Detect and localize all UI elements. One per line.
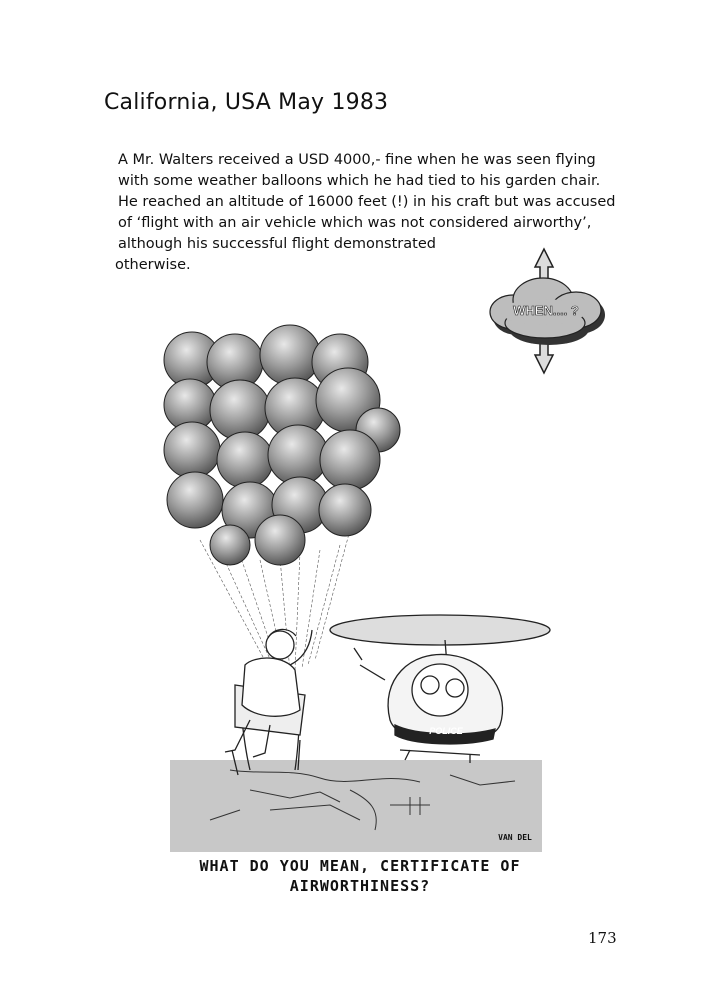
page-number: 173 <box>588 929 617 947</box>
body-line: although his successful flight demonstrated <box>118 236 436 252</box>
body-line: of ‘flight with an air vehicle which was not considered airworthy’, <box>118 215 592 231</box>
caption-line: WHAT DO YOU MEAN, CERTIFICATE OF <box>199 857 521 875</box>
cartoon-caption <box>150 856 570 896</box>
body-line: with some weather balloons which he had tied to his garden chair. <box>118 173 601 189</box>
helicopter-label: POLICE <box>429 726 463 736</box>
body-line: otherwise. <box>115 257 191 273</box>
artist-signature: VAN DEL <box>498 833 532 842</box>
badge-label: WHEN.... ? <box>513 303 579 318</box>
caption-line: AIRWORTHINESS? <box>289 877 431 895</box>
ground <box>170 760 542 852</box>
page-title: California, USA May 1983 <box>104 90 389 115</box>
balloon-cluster <box>164 325 400 565</box>
body-line: A Mr. Walters received a USD 4000,- fine when he was seen flying <box>118 152 596 168</box>
man-in-chair <box>225 629 312 775</box>
body-line: He reached an altitude of 16000 feet (!) in his craft but was accused <box>118 194 616 210</box>
cartoon-illustration <box>150 320 570 860</box>
police-helicopter <box>330 615 550 763</box>
